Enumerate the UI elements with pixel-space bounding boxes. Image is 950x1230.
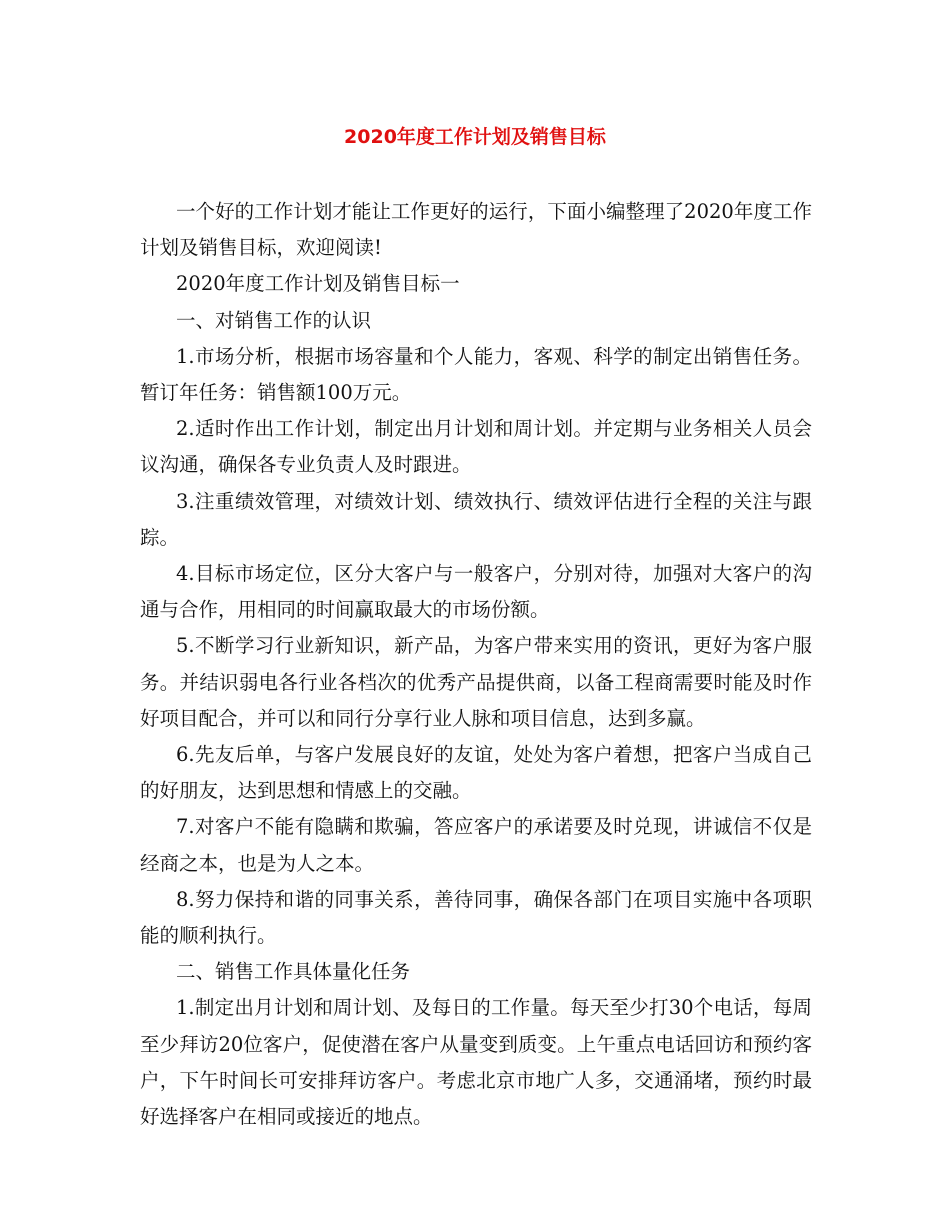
- document-body: [140, 194, 812, 1135]
- list-item: 2.适时作出工作计划，制定出月计划和周计划。并定期与业务相关人员会议沟通，确保各专业负责人及时跟进。: [140, 417, 812, 477]
- subsection-heading: 二、销售工作具体量化任务: [176, 960, 411, 984]
- list-item: 1.制定出月计划和周计划、及每日的工作量。每天至少打30个电话，每周至少拜访20位客户，促使潜在客户从量变到质变。上午重点电话回访和预约客户，下午时间长可安排拜访客户。考虑北京市地广人多，交通涌堵，预约时最好选择客户在相同或接近的地点。: [140, 996, 812, 1129]
- list-item: 1.市场分析，根据市场容量和个人能力，客观、科学的制定出销售任务。暂订年任务：销售额100万元。: [140, 344, 812, 405]
- section-heading: 2020年度工作计划及销售目标一: [176, 272, 460, 296]
- list-item: 6.先友后单，与客户发展良好的友谊，处处为客户着想，把客户当成自己的好朋友，达到思想和情感上的交融。: [140, 743, 812, 803]
- document-title: 2020年度工作计划及销售目标: [344, 126, 606, 148]
- paragraph-intro: 一个好的工作计划才能让工作更好的运行，下面小编整理了2020年度工作计划及销售目标，欢迎阅读!: [140, 200, 812, 260]
- list-item: 3.注重绩效管理，对绩效计划、绩效执行、绩效评估进行全程的关注与跟踪。: [140, 489, 812, 549]
- list-item: 4.目标市场定位，区分大客户与一般客户，分别对待，加强对大客户的沟通与合作，用相同的时间赢取最大的市场份额。: [140, 562, 812, 622]
- list-item: 8.努力保持和谐的同事关系，善待同事，确保各部门在项目实施中各项职能的顺利执行。: [140, 887, 812, 948]
- list-item: 7.对客户不能有隐瞒和欺骗，答应客户的承诺要及时兑现，讲诚信不仅是经商之本，也是为人之本。: [140, 815, 812, 875]
- list-item: 5.不断学习行业新知识，新产品，为客户带来实用的资讯，更好为客户服务。并结识弱电各行业各档次的优秀产品提供商，以备工程商需要时能及时作好项目配合，并可以和同行分享行业人脉和项目信息，达到多赢。: [140, 634, 812, 730]
- subsection-heading: 一、对销售工作的认识: [176, 308, 372, 332]
